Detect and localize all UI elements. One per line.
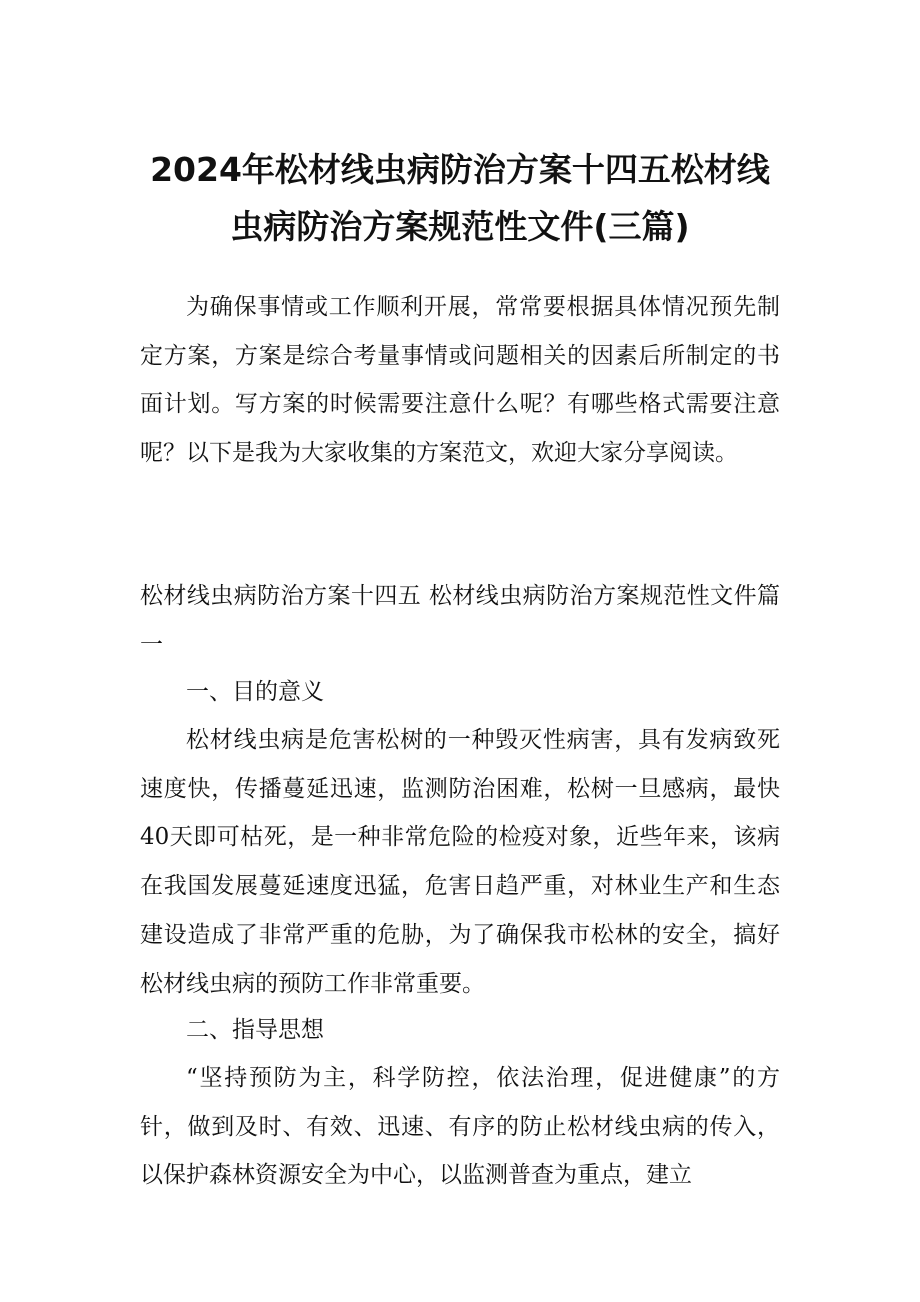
section-title: 松材线虫病防治方案十四五 松材线虫病防治方案规范性文件篇一 [140, 583, 780, 658]
document-title-line-1: 2024年松材线虫病防治方案十四五松材线 [150, 150, 770, 189]
paragraph-purpose: 松材线虫病是危害松树的一种毁灭性病害，具有发病致死速度快，传播蔓延迅速，监测防治困难，松树一旦感病，最快40天即可枯死，是一种非常危险的检疫对象，近些年来，该病在我国发展蔓延速度迅猛，危害日趋严重，对林业生产和生态建设造成了非常严重的危胁，为了确保我市松林的安全，搞好松材线虫病的预防工作非常重要。 [140, 727, 780, 997]
intro-paragraph: 为确保事情或工作顺利开展，常常要根据具体情况预先制定方案，方案是综合考量事情或问题相关的因素后所制定的书面计划。写方案的时候需要注意什么呢？有哪些格式需要注意呢？以下是我为大家收集的方案范文，欢迎大家分享阅读。 [140, 294, 780, 467]
heading-purpose: 一、目的意义 [186, 679, 324, 705]
heading-guiding-ideology: 二、指导思想 [186, 1017, 324, 1043]
paragraph-guiding-ideology: “坚持预防为主，科学防控，依法治理，促进健康”的方针，做到及时、有效、迅速、有序的防止松材线虫病的传入，以保护森林资源安全为中心，以监测普查为重点，建立 [140, 1065, 780, 1189]
document-title-line-2: 虫病防治方案规范性文件(三篇) [230, 207, 690, 246]
